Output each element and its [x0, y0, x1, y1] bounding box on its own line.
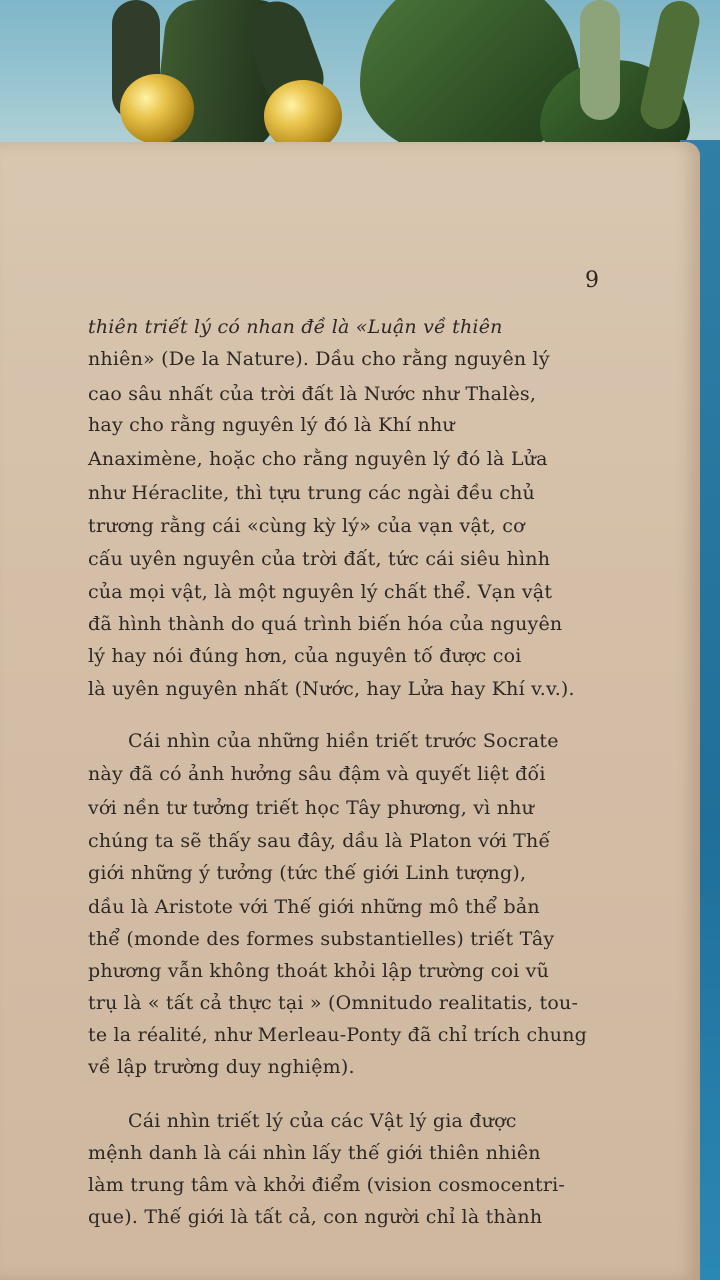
- text-line: cao sâu nhất của trời đất là Nước như Thalès,: [88, 383, 537, 405]
- gold-ornament: [120, 74, 194, 144]
- text-line: này đã có ảnh hưởng sâu đậm và quyết liệt đối: [88, 763, 546, 785]
- text-line: cấu uyên nguyên của trời đất, tức cái siêu hình: [88, 548, 551, 570]
- text-line: của mọi vật, là một nguyên lý chất thể. Vạn vật: [88, 581, 553, 603]
- text-line: trương rằng cái «cùng kỳ lý» của vạn vật, cơ: [88, 515, 525, 537]
- text-line: làm trung tâm và khởi điểm (vision cosmocentri-: [88, 1174, 566, 1196]
- text-line: phương vẫn không thoát khỏi lập trường coi vũ: [88, 960, 550, 982]
- text-line: Cái nhìn của những hiền triết trước Socrate: [128, 730, 559, 752]
- plant-stem: [580, 0, 620, 120]
- text-line: chúng ta sẽ thấy sau đây, dầu là Platon với Thế: [88, 830, 551, 852]
- text-line: nhiên» (De la Nature). Dầu cho rằng nguyên lý: [88, 348, 550, 370]
- text-line: là uyên nguyên nhất (Nước, hay Lửa hay Khí v.v.).: [88, 678, 575, 700]
- text-line: dầu là Aristote với Thế giới những mô thể bản: [88, 896, 540, 918]
- text-line: giới những ý tưởng (tức thế giới Linh tượng),: [88, 862, 527, 884]
- text-line: thiên triết lý có nhan đề là «Luận về thiên: [88, 316, 503, 338]
- text-line: que). Thế giới là tất cả, con người chỉ là thành: [88, 1206, 543, 1228]
- text-line: như Héraclite, thì tựu trung các ngài đều chủ: [88, 482, 535, 504]
- text-line: hay cho rằng nguyên lý đó là Khí như: [88, 414, 455, 436]
- text-line: mệnh danh là cái nhìn lấy thế giới thiên nhiên: [88, 1142, 541, 1164]
- text-line: lý hay nói đúng hơn, của nguyên tố được coi: [88, 645, 522, 667]
- text-line: với nền tư tưởng triết học Tây phương, vì như: [88, 797, 535, 819]
- text-line: Cái nhìn triết lý của các Vật lý gia được: [128, 1110, 517, 1132]
- text-line: về lập trường duy nghiệm).: [88, 1056, 355, 1078]
- text-line: te la réalité, như Merleau-Ponty đã chỉ trích chung: [88, 1024, 588, 1046]
- text-line: thể (monde des formes substantielles) triết Tây: [88, 928, 555, 950]
- text-line: đã hình thành do quá trình biến hóa của nguyên: [88, 613, 563, 635]
- page-number: 9: [585, 268, 599, 293]
- text-line: Anaximène, hoặc cho rằng nguyên lý đó là Lửa: [88, 448, 548, 470]
- text-line: trụ là « tất cả thực tại » (Omnitudo realitatis, tou-: [88, 992, 579, 1014]
